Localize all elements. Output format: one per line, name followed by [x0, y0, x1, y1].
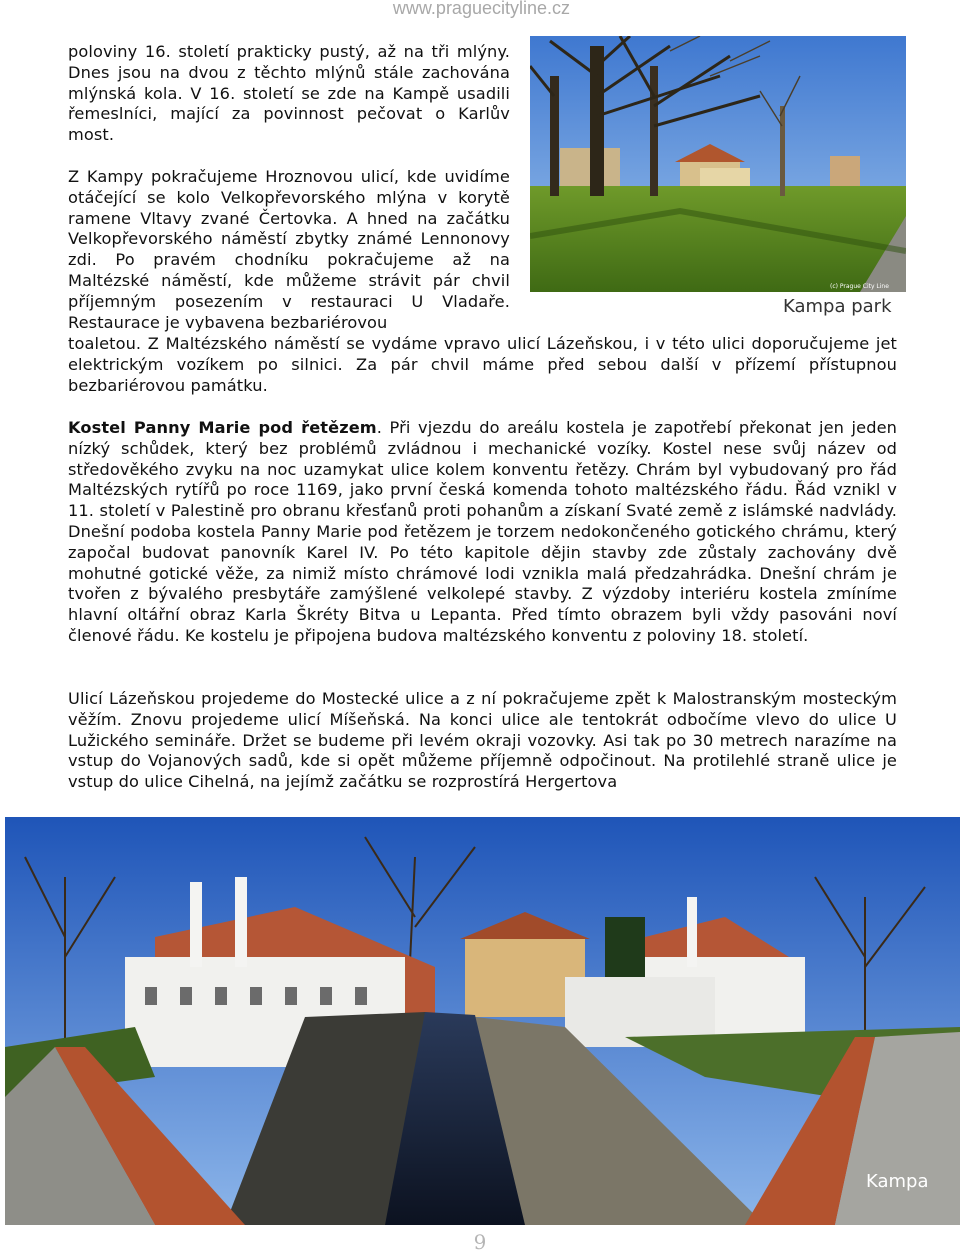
paragraph-church — [68, 418, 897, 647]
paragraph-lazenska: toaletou. Z Maltézského náměstí se vydáme vpravo ulicí Lázeňskou, i v této ulici doporučujeme jet elektrickým vozíkem po silnici. Za pár chvil máme před sebou další v přízemí přístupnou bezbariérovou památku. — [68, 334, 897, 395]
church-heading: Kostel Panny Marie pod řetězem — [68, 418, 377, 437]
kampa-canal-photo — [5, 817, 960, 1225]
paragraph-route: Ulicí Lázeňskou projedeme do Mostecké ulice a z ní pokračujeme zpět k Malostranským mosteckým věžím. Znovu projedeme ulicí Míšeňská. Na konci ulice ale tentokrát odbočíme vlevo do ulice U Lužického semináře. Držet se budeme při levém okraji vozovky. Asi tak po 30 metrech narazíme na vstup do Vojanových sadů, kde si opět můžeme příjemně odpočinout. Na protilehlé straně ulice je vstup do ulice Cihelná, na jejímž začátku se rozprostírá Hergertova — [68, 689, 897, 792]
page-number: 9 — [473, 1230, 487, 1254]
site-url: www.praguecityline.cz — [392, 0, 570, 18]
kampa-park-caption: Kampa park — [783, 296, 892, 317]
photo-watermark: (c) Prague City Line — [830, 283, 889, 290]
kampa-park-photo — [530, 36, 906, 292]
column-text — [68, 42, 510, 333]
paragraph-hroznova: Z Kampy pokračujeme Hroznovou ulicí, kde uvidíme otáčející se kolo Velkopřevorského mlýna v korytě ramene Vltavy zvané Čertovka. A hned na začátku Velkopřevorského náměstí zbytky známé Lennonovy zdi. Po pravém chodníku pokračujeme až na Maltézské náměstí, kde můžeme strávit pár chvil příjemným posezením v restauraci U Vladaře. Restaurace je vybavena bezbariérovou — [68, 166, 510, 332]
paragraph-mills: poloviny 16. století prakticky pustý, až na tři mlýny. Dnes jsou na dvou z těchto mlýnů stále zachována mlýnská kola. V 16. století se zde na Kampě usadili řemeslníci, mající za povinnost pečovat o Karlův most. — [68, 42, 510, 145]
kampa-caption: Kampa — [866, 1171, 929, 1192]
church-body: . Při vjezdu do areálu kostela je zapotřebí překonat jen jeden nízký schůdek, který bez problémů zvládnou i mechanické vozíky. Kostel nese svůj název od středověkého zvyku na noc uzamykat ulice kolem konventu řetězy. Chrám byl vybudovaný pro řád Maltézských rytířů po roce 1169, jako první česká komenda tohoto maltézského řádu. Řád vznikl v 11. století v Palestině pro obranu křesťanů proti pohanům a získaní Svaté země z islámské nadvlády. Dnešní podoba kostela Panny Marie pod řetězem je torzem nedokončeného gotického chrámu, který započal budovat panovník Karel IV. Po této kapitole dějin stavby zde zůstaly zachovány dvě mohutné gotické věže, za nimiž místo chrámové lodi vznikla malá předzahrádka. Dnešní chrám je tvořen z bývalého presbytáře zamýšlené velkolepé stavby. Z výzdoby interiéru kostela zmíníme hlavní oltářní obraz Karla Škréty Bitva u Lepanta. Před tímto obrazem byli vždy pasováni noví členové řádu. Ke kostelu je připojena budova maltézského konventu z poloviny 18. století. — [68, 418, 898, 645]
